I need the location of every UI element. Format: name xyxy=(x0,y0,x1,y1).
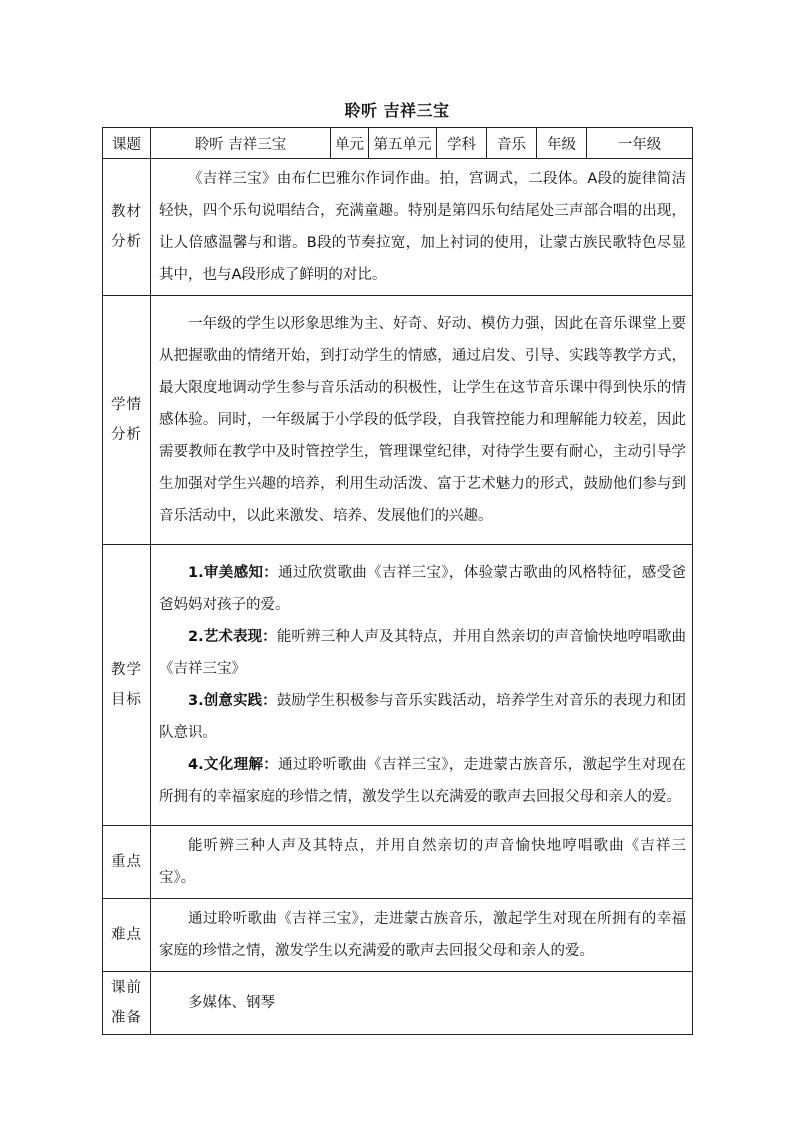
teaching-objectives-row xyxy=(103,545,693,826)
learner-analysis-label: 学情 分析 xyxy=(103,296,151,545)
topic-value: 聆听 吉祥三宝 xyxy=(151,128,331,159)
difficulty-text: 通过聆听歌曲《吉祥三宝》，走进蒙古族音乐，激起学生对现在所拥有的幸福家庭的珍惜之情，激发学生以充满爱的歌声去回报父母和亲人的爱。 xyxy=(151,899,693,972)
subject-label: 学科 xyxy=(437,128,487,159)
unit-label: 单元 xyxy=(331,128,369,159)
preparation-row xyxy=(103,972,693,1035)
objective-item: 1.审美感知：通过欣赏歌曲《吉祥三宝》，体验蒙古歌曲的风格特征，感受爸爸妈妈对孩子的爱。 xyxy=(159,565,686,613)
subject-value: 音乐 xyxy=(487,128,537,159)
key-point-row xyxy=(103,826,693,899)
objective-item: 3.创意实践：鼓励学生积极参与音乐实践活动，培养学生对音乐的表现力和团队意识。 xyxy=(159,693,686,741)
key-point-label: 重点 xyxy=(103,826,151,899)
grade-value: 一年级 xyxy=(587,128,693,159)
lesson-plan-table xyxy=(102,127,693,1035)
objective-item: 2.艺术表现：能听辨三种人声及其特点，并用自然亲切的声音愉快地哼唱歌曲《吉祥三宝》 xyxy=(159,629,686,677)
learner-analysis-text: 一年级的学生以形象思维为主、好奇、好动、模仿力强，因此在音乐课堂上要从把握歌曲的情绪开始，到打动学生的情感，通过启发、引导、实践等教学方式，最大限度地调动学生参与音乐活动的积极性，让学生在这节音乐课中得到快乐的情感体验。同时，一年级属于小学段的低学段，自我管控能力和理解能力较差，因此需要教师在教学中及时管控学生，管理课堂纪律，对待学生要有耐心，主动引导学生加强对学生兴趣的培养，利用生动活泼、富于艺术魅力的形式，鼓励他们参与到音乐活动中，以此来激发、培养、发展他们的兴趣。 xyxy=(151,296,693,545)
teaching-objectives-content xyxy=(151,545,693,826)
key-point-text: 能听辨三种人声及其特点，并用自然亲切的声音愉快地哼唱歌曲《吉祥三宝》。 xyxy=(151,826,693,899)
teaching-objectives-label: 教学 目标 xyxy=(103,545,151,826)
material-analysis-row xyxy=(103,159,693,296)
preparation-text: 多媒体、钢琴 xyxy=(151,972,693,1035)
grade-label: 年级 xyxy=(537,128,587,159)
preparation-label: 课前 准备 xyxy=(103,972,151,1035)
difficulty-label: 难点 xyxy=(103,899,151,972)
difficulty-row xyxy=(103,899,693,972)
material-analysis-label: 教材 分析 xyxy=(103,159,151,296)
learner-analysis-row xyxy=(103,296,693,545)
objective-item: 4.文化理解：通过聆听歌曲《吉祥三宝》，走进蒙古族音乐，激起学生对现在所拥有的幸福家庭的珍惜之情，激发学生以充满爱的歌声去回报父母和亲人的爱。 xyxy=(159,757,686,805)
document-title: 聆听 吉祥三宝 xyxy=(344,101,450,120)
material-analysis-text: 《吉祥三宝》由布仁巴雅尔作词作曲。拍，宫调式，二段体。A段的旋律简洁轻快，四个乐句说唱结合，充满童趣。特别是第四乐句结尾处三声部合唱的出现，让人倍感温馨与和谐。B段的节奏拉宽，加上衬词的使用，让蒙古族民歌特色尽显其中，也与A段形成了鲜明的对比。 xyxy=(151,159,693,296)
header-row xyxy=(103,128,693,159)
topic-label: 课题 xyxy=(103,128,151,159)
unit-value: 第五单元 xyxy=(369,128,437,159)
